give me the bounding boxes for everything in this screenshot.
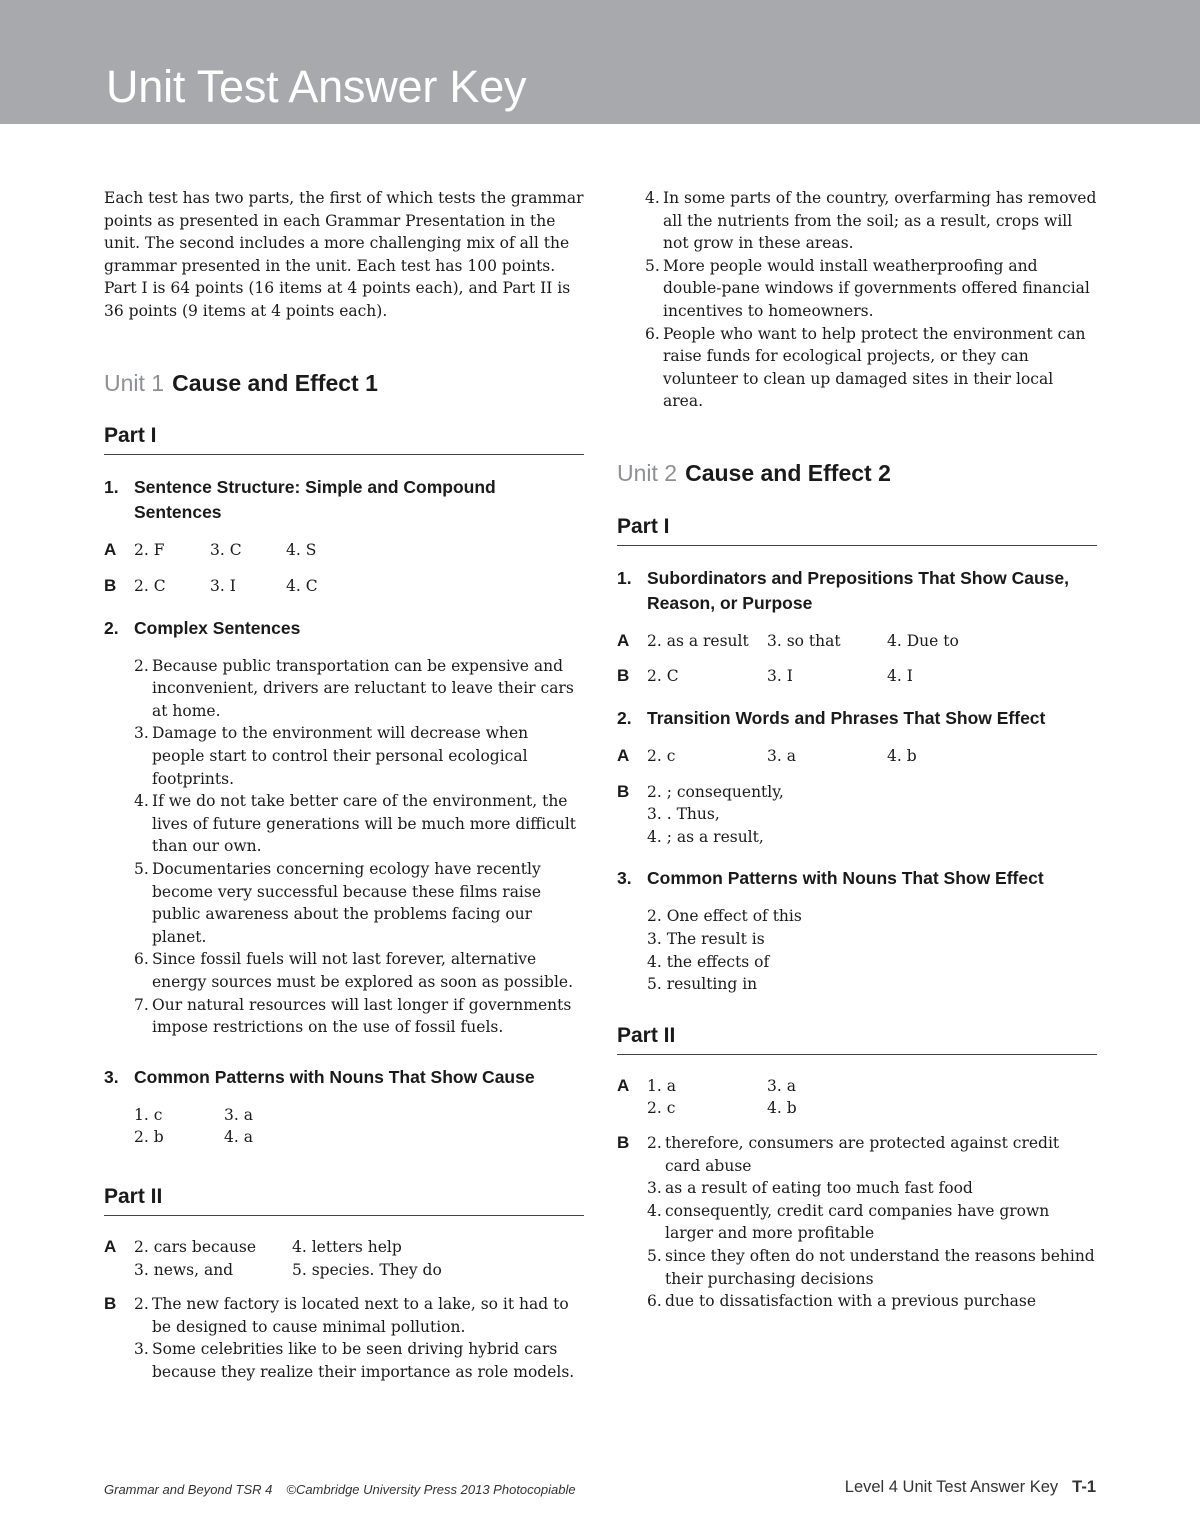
u1-s1-B-row <box>104 575 584 598</box>
u2-s2-heading <box>617 706 1097 731</box>
u2-s3-title: Common Patterns with Nouns That Show Effect <box>647 868 1044 889</box>
u1-s2-title: Complex Sentences <box>134 617 301 638</box>
u1-p2-A-row <box>104 1236 584 1281</box>
u1-s2-list <box>134 655 584 1039</box>
answer: 3. I <box>210 577 236 596</box>
unit1-name: Cause and Effect 1 <box>172 369 378 396</box>
answer: 2. ; consequently, <box>647 782 784 801</box>
u2-s1-B-row <box>617 665 1097 688</box>
answer: 2. as a result <box>647 631 749 650</box>
unit1-title <box>104 369 584 399</box>
answer: 3. . Thus, <box>647 805 720 824</box>
u1-s1-A-row <box>104 539 584 562</box>
answer: 3. C <box>210 541 242 560</box>
u1-s3-answers <box>134 1104 584 1149</box>
header-band <box>0 0 1200 124</box>
u2-s2-title: Transition Words and Phrases That Show Effect <box>647 708 1046 729</box>
u1-s1-heading <box>104 475 584 525</box>
answer: 3. news, and <box>134 1260 234 1279</box>
u2-p2-B-row <box>617 1132 1097 1313</box>
list-item: 7. Our natural resources will last longer if governments impose restrictions on the use of fossil fuels. <box>134 995 572 1037</box>
list-item: 3. as a result of eating too much fast food <box>647 1179 973 1198</box>
answer: 2. cars because <box>134 1237 257 1256</box>
list-item: 5. More people would install weatherproofing and double-pane windows if governments offered financial incentives to homeowners. <box>645 256 1090 320</box>
list-item: 2. The new factory is located next to a lake, so it had to be designed to cause minimal pollution. <box>134 1295 569 1336</box>
unit2-part1-heading: Part I <box>617 515 1097 546</box>
page-title: Unit Test Answer Key <box>106 61 527 112</box>
unit2-title <box>617 459 1097 489</box>
unit1-part1-heading: Part I <box>104 424 584 455</box>
u2-s1-title: Subordinators and Prepositions That Show Cause, Reason, or Purpose <box>647 567 1069 613</box>
answer: 1. c <box>134 1105 163 1124</box>
unit2-part2-heading: Part II <box>617 1024 1097 1055</box>
u1-p2-B-list <box>134 1293 584 1383</box>
u1-s1-B-letter: B <box>104 576 117 596</box>
u2-s2-B-answers <box>647 781 784 849</box>
u1-s1-num: 1. <box>104 477 119 498</box>
answer: 3. The result is <box>647 929 765 948</box>
footer-right-label: Level 4 Unit Test Answer Key <box>844 1478 1059 1496</box>
u2-s3-heading <box>617 866 1097 891</box>
answer: 4. C <box>286 577 318 596</box>
list-item: 5. Documentaries concerning ecology have recently become very successful because these films raise public awareness about the problems facing our planet. <box>134 859 542 946</box>
u1-p2-B-continued <box>645 187 1097 413</box>
u2-s2-A-answers <box>647 745 1007 768</box>
answer: 2. F <box>134 541 165 560</box>
u1-s3-heading <box>104 1065 584 1090</box>
u1-s1-title: Sentence Structure: Simple and Compound Sentences <box>134 477 496 523</box>
u1-p2-B-row <box>104 1293 584 1383</box>
unit2-label: Unit 2 <box>617 459 678 486</box>
u2-s3-num: 3. <box>617 868 632 889</box>
u1-s2-heading <box>104 616 584 641</box>
answer: 2. C <box>647 667 679 686</box>
intro-paragraph: Each test has two parts, the first of which tests the grammar points as presented in each Grammar Presentation in the unit. The second includes a more challenging mix of all the grammar presented in the unit. Each test has 100 points. Part I is 64 points (16 items at 4 points each), and Part II is 36 points (9 items at 4 points each). <box>104 189 584 320</box>
u2-p2-A-answers <box>647 1075 887 1120</box>
footer-left <box>104 1482 590 1497</box>
list-item: 2. therefore, consumers are protected against credit card abuse <box>647 1133 1060 1175</box>
left-column <box>104 187 584 1396</box>
answer: 2. c <box>647 1099 676 1118</box>
list-item: 5. since they often do not understand the reasons behind their purchasing decisions <box>647 1246 1095 1288</box>
answer: 2. One effect of this <box>647 907 802 926</box>
unit1-label: Unit 1 <box>104 369 165 396</box>
answer: 4. I <box>887 667 913 686</box>
answer: 5. resulting in <box>647 975 758 994</box>
answer: 4. a <box>224 1128 253 1147</box>
u2-p2-A-letter: A <box>617 1075 630 1095</box>
answer: 2. c <box>647 747 676 766</box>
u2-s1-num: 1. <box>617 567 632 588</box>
answer: 4. letters help <box>292 1237 402 1256</box>
list-item: 4. If we do not take better care of the environment, the lives of future generations will be much more difficult than our own. <box>134 792 577 856</box>
u1-s2-num: 2. <box>104 617 119 638</box>
u1-s1-A-letter: A <box>104 540 117 560</box>
answer: 1. a <box>647 1076 676 1095</box>
answer: 2. b <box>134 1128 164 1147</box>
u2-p2-B-list <box>647 1132 1097 1313</box>
u2-p2-A-row <box>617 1075 1097 1120</box>
list-item: 6. Since fossil fuels will not last forever, alternative energy sources must be explored as soon as possible. <box>134 950 573 991</box>
list-item: 6. due to dissatisfaction with a previous purchase <box>647 1292 1037 1311</box>
answer: 3. so that <box>767 631 841 650</box>
list-item: 2. Because public transportation can be expensive and inconvenient, drivers are reluctant to leave their cars at home. <box>134 656 574 720</box>
u2-s1-A-answers <box>647 630 1007 653</box>
u1-p2-A-answers <box>134 1236 472 1281</box>
list-item: 3. Damage to the environment will decrease when people start to control their personal ecological footprints. <box>134 724 529 788</box>
page-number: T-1 <box>1072 1478 1096 1496</box>
right-column <box>617 187 1097 1326</box>
u2-s1-A-letter: A <box>617 630 630 650</box>
u1-s3-title: Common Patterns with Nouns That Show Cause <box>134 1066 535 1087</box>
answer: 3. a <box>767 747 796 766</box>
answer: 3. I <box>767 667 793 686</box>
u2-s2-num: 2. <box>617 708 632 729</box>
answer: 4. S <box>286 541 317 560</box>
list-item: 6. People who want to help protect the environment can raise funds for ecological projects, or they can volunteer to clean up damaged sites in their local area. <box>645 324 1086 411</box>
answer: 3. a <box>767 1076 796 1095</box>
answer: 4. Due to <box>887 631 959 650</box>
answer: 4. b <box>887 747 917 766</box>
u2-s2-A-letter: A <box>617 746 630 766</box>
answer: 2. C <box>134 577 166 596</box>
footer-right <box>845 1478 1096 1497</box>
answer: 4. the effects of <box>647 952 770 971</box>
unit1-part2-heading: Part II <box>104 1185 584 1216</box>
answer: 4. b <box>767 1099 797 1118</box>
u2-s2-B-row <box>617 781 1097 849</box>
answer: 5. species. They do <box>292 1260 442 1279</box>
answer: 3. a <box>224 1105 253 1124</box>
u1-s1-A-answers <box>134 539 362 562</box>
u2-s3-answers <box>647 905 1097 995</box>
footer-book: Grammar and Beyond TSR 4 <box>104 1482 273 1497</box>
list-item: 4. consequently, credit card companies have grown larger and more profitable <box>647 1201 1050 1243</box>
u2-p2-B-letter: B <box>617 1132 630 1152</box>
u2-s1-B-letter: B <box>617 666 630 686</box>
u1-s1-B-answers <box>134 575 362 598</box>
u2-s2-A-row <box>617 745 1097 768</box>
list-item: 3. Some celebrities like to be seen driving hybrid cars because they realize their importance as role models. <box>134 1340 575 1381</box>
u2-s2-B-letter: B <box>617 781 630 801</box>
u1-p2-B-letter: B <box>104 1294 117 1314</box>
u2-s1-B-answers <box>647 665 1007 688</box>
u1-p2-A-letter: A <box>104 1236 117 1256</box>
list-item: 4. In some parts of the country, overfarming has removed all the nutrients from the soil; as a result, crops will not grow in these areas. <box>645 189 1097 253</box>
u1-s3-num: 3. <box>104 1066 119 1087</box>
footer-copyright: ©Cambridge University Press 2013 Photocopiable <box>286 1482 576 1497</box>
unit2-name: Cause and Effect 2 <box>685 459 891 486</box>
u2-s1-heading <box>617 566 1097 616</box>
answer: 4. ; as a result, <box>647 827 764 846</box>
u2-s1-A-row <box>617 630 1097 653</box>
